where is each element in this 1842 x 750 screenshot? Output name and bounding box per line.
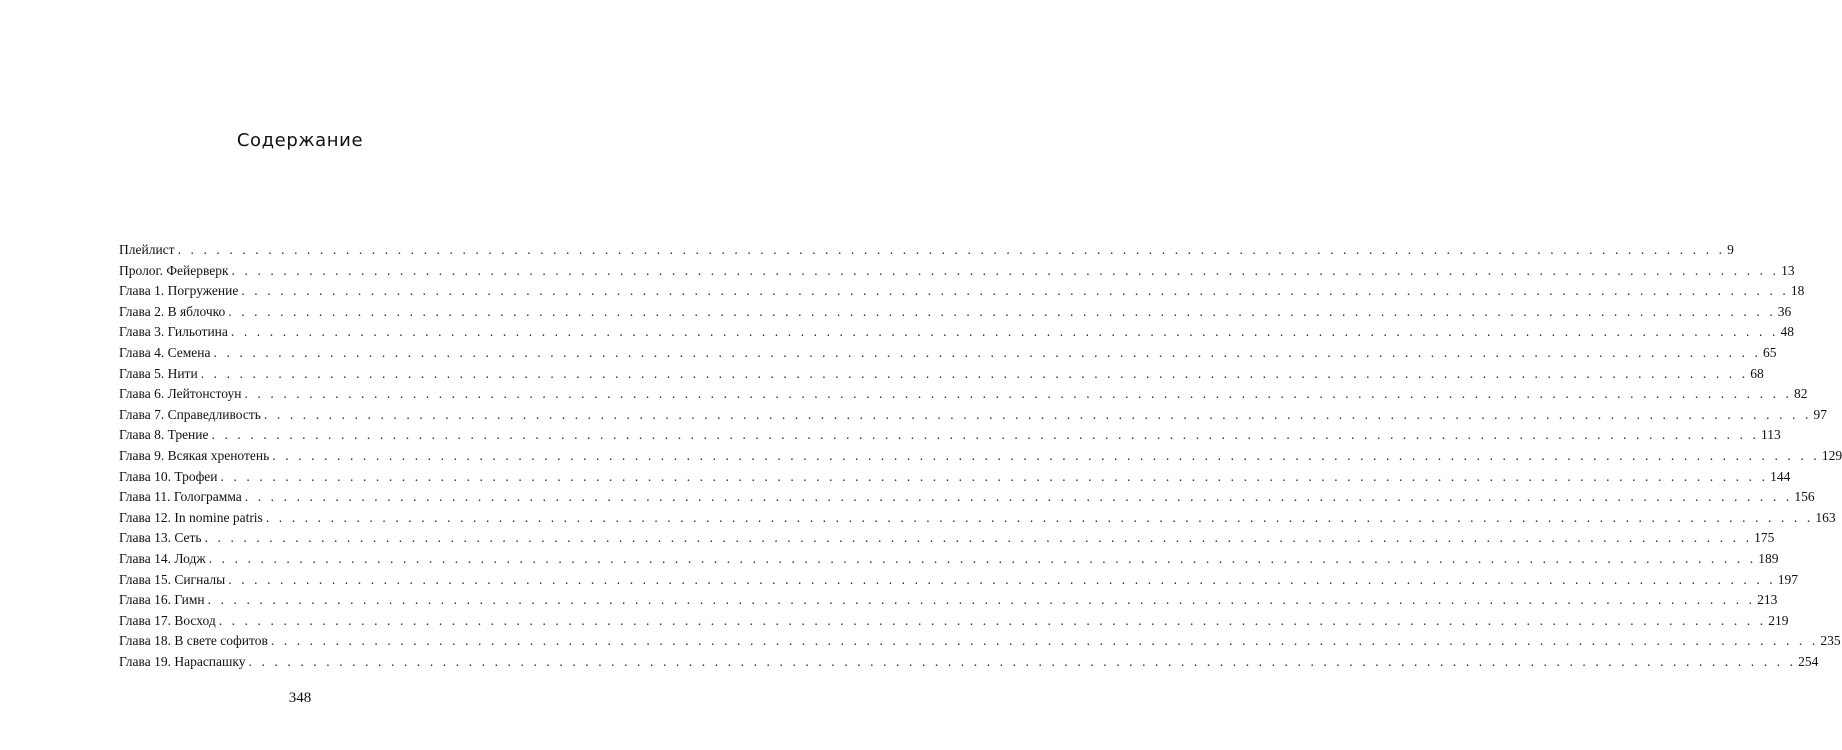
toc-entry-title: Глава 19. Нараспашку bbox=[119, 653, 246, 669]
toc-entry-title: Глава 9. Всякая хренотень bbox=[119, 447, 270, 463]
page-title: Содержание bbox=[236, 130, 364, 151]
dot-leader: . . . . . . . . . . . . . . . . . . . . . . . . . . . . . . . . . . . . . . . . . . . . . . . . . . . . . . . . . . . . . . . . . . . . . . . . . . . . . . . . . . . . . . . . . . . . . . . . . . . . . . . . . . . . . . . . . . . . . . . . bbox=[213, 344, 1762, 360]
toc-entry-page: 189 bbox=[1758, 550, 1779, 566]
toc-entry-title: Глава 17. Восход bbox=[119, 612, 216, 628]
toc-entry bbox=[119, 467, 1791, 488]
toc-entry-page: 254 bbox=[1798, 653, 1819, 669]
dot-leader: . . . . . . . . . . . . . . . . . . . . . . . . . . . . . . . . . . . . . . . . . . . . . . . . . . . . . . . . . . . . . . . . . . . . . . . . . . . . . . . . . . . . . . . . . . . . . . . . . . . . . . . . . . . . . . . . . . . . . . . . bbox=[204, 530, 1753, 546]
dot-leader: . . . . . . . . . . . . . . . . . . . . . . . . . . . . . . . . . . . . . . . . . . . . . . . . . . . . . . . . . . . . . . . . . . . . . . . . . . . . . . . . . . . . . . . . . . . . . . . . . . . . . . . . . . . . . . . . . . . . . . . . bbox=[177, 242, 1726, 257]
dot-leader: . . . . . . . . . . . . . . . . . . . . . . . . . . . . . . . . . . . . . . . . . . . . . . . . . . . . . . . . . . . . . . . . . . . . . . . . . . . . . . . . . . . . . . . . . . . . . . . . . . . . . . . . . . . . . . . . . . . . . . . . bbox=[207, 592, 1756, 608]
dot-leader: . . . . . . . . . . . . . . . . . . . . . . . . . . . . . . . . . . . . . . . . . . . . . . . . . . . . . . . . . . . . . . . . . . . . . . . . . . . . . . . . . . . . . . . . . . . . . . . . . . . . . . . . . . . . . . . . . . . . . . . . bbox=[200, 365, 1749, 381]
dot-leader: . . . . . . . . . . . . . . . . . . . . . . . . . . . . . . . . . . . . . . . . . . . . . . . . . . . . . . . . . . . . . . . . . . . . . . . . . . . . . . . . . . . . . . . . . . . . . . . . . . . . . . . . . . . . . . . . . . . . . . . . bbox=[220, 468, 1769, 484]
toc-entry-page: 36 bbox=[1777, 303, 1792, 319]
toc-entry bbox=[119, 322, 1794, 343]
toc-entry bbox=[119, 343, 1777, 364]
dot-leader: . . . . . . . . . . . . . . . . . . . . . . . . . . . . . . . . . . . . . . . . . . . . . . . . . . . . . . . . . . . . . . . . . . . . . . . . . . . . . . . . . . . . . . . . . . . . . . . . . . . . . . . . . . . . . . . . . . . . . . . . bbox=[218, 612, 1767, 628]
toc-entry-title: Глава 16. Гимн bbox=[119, 592, 205, 608]
toc-entry-title: Глава 5. Нити bbox=[119, 365, 198, 381]
toc-entry bbox=[119, 508, 1836, 529]
dot-leader: . . . . . . . . . . . . . . . . . . . . . . . . . . . . . . . . . . . . . . . . . . . . . . . . . . . . . . . . . . . . . . . . . . . . . . . . . . . . . . . . . . . . . . . . . . . . . . . . . . . . . . . . . . . . . . . . . . . . . . . . bbox=[241, 283, 1789, 299]
toc-entry-page: 48 bbox=[1780, 324, 1794, 340]
toc-entry-page: 68 bbox=[1750, 365, 1764, 381]
toc-entry-page: 144 bbox=[1770, 468, 1791, 484]
toc-entry-title: Глава 8. Трение bbox=[119, 427, 209, 443]
toc-entry-page: 197 bbox=[1777, 571, 1799, 587]
toc-entry-title: Глава 12. In nomine patris bbox=[119, 509, 263, 525]
dot-leader: . . . . . . . . . . . . . . . . . . . . . . . . . . . . . . . . . . . . . . . . . . . . . . . . . . . . . . . . . . . . . . . . . . . . . . . . . . . . . . . . . . . . . . . . . . . . . . . . . . . . . . . . . . . . . . . . . . . . . . . . bbox=[211, 427, 1760, 443]
toc-entry bbox=[119, 261, 1795, 282]
toc-entry bbox=[119, 446, 1842, 467]
dot-leader: . . . . . . . . . . . . . . . . . . . . . . . . . . . . . . . . . . . . . . . . . . . . . . . . . . . . . . . . . . . . . . . . . . . . . . . . . . . . . . . . . . . . . . . . . . . . . . . . . . . . . . . . . . . . . . . . . . . . . . . . bbox=[228, 571, 1776, 587]
toc-entry bbox=[119, 590, 1778, 611]
toc-entry bbox=[119, 240, 1734, 261]
toc-entry bbox=[119, 364, 1764, 385]
toc-entry-page: 97 bbox=[1813, 406, 1827, 422]
toc-entry-page: 219 bbox=[1768, 612, 1789, 628]
toc-entry bbox=[119, 425, 1781, 446]
dot-leader: . . . . . . . . . . . . . . . . . . . . . . . . . . . . . . . . . . . . . . . . . . . . . . . . . . . . . . . . . . . . . . . . . . . . . . . . . . . . . . . . . . . . . . . . . . . . . . . . . . . . . . . . . . . . . . . . . . . . . . . . bbox=[265, 509, 1814, 525]
dot-leader: . . . . . . . . . . . . . . . . . . . . . . . . . . . . . . . . . . . . . . . . . . . . . . . . . . . . . . . . . . . . . . . . . . . . . . . . . . . . . . . . . . . . . . . . . . . . . . . . . . . . . . . . . . . . . . . . . . . . . . . . bbox=[230, 324, 1779, 340]
toc-entry-page: 235 bbox=[1820, 633, 1841, 649]
toc-entry-title: Глава 7. Справедливость bbox=[119, 406, 261, 422]
page-number: 348 bbox=[288, 690, 312, 706]
toc-entry-title: Пролог. Фейерверк bbox=[119, 262, 229, 278]
toc-entry-title: Глава 18. В свете софитов bbox=[119, 633, 268, 649]
toc-entry bbox=[119, 528, 1775, 549]
toc-entry bbox=[119, 631, 1841, 652]
toc-entry-page: 65 bbox=[1763, 344, 1777, 360]
toc-entry-title: Глава 4. Семена bbox=[119, 344, 211, 360]
toc-entry bbox=[119, 652, 1819, 673]
toc-entry bbox=[119, 281, 1805, 302]
dot-leader: . . . . . . . . . . . . . . . . . . . . . . . . . . . . . . . . . . . . . . . . . . . . . . . . . . . . . . . . . . . . . . . . . . . . . . . . . . . . . . . . . . . . . . . . . . . . . . . . . . . . . . . . . . . . . . . . . . . . . . . . bbox=[244, 386, 1793, 402]
toc-entry bbox=[119, 611, 1789, 632]
dot-leader: . . . . . . . . . . . . . . . . . . . . . . . . . . . . . . . . . . . . . . . . . . . . . . . . . . . . . . . . . . . . . . . . . . . . . . . . . . . . . . . . . . . . . . . . . . . . . . . . . . . . . . . . . . . . . . . . . . . . . . . . bbox=[208, 550, 1757, 566]
toc-entry-page: 129 bbox=[1821, 447, 1842, 463]
toc-entry bbox=[119, 549, 1779, 570]
dot-leader: . . . . . . . . . . . . . . . . . . . . . . . . . . . . . . . . . . . . . . . . . . . . . . . . . . . . . . . . . . . . . . . . . . . . . . . . . . . . . . . . . . . . . . . . . . . . . . . . . . . . . . . . . . . . . . . . . . . . . . . . bbox=[263, 406, 1812, 422]
dot-leader: . . . . . . . . . . . . . . . . . . . . . . . . . . . . . . . . . . . . . . . . . . . . . . . . . . . . . . . . . . . . . . . . . . . . . . . . . . . . . . . . . . . . . . . . . . . . . . . . . . . . . . . . . . . . . . . . . . . . . . . . bbox=[231, 262, 1780, 278]
toc-entry bbox=[119, 487, 1815, 508]
toc-entry bbox=[119, 570, 1799, 591]
table-of-contents bbox=[119, 240, 1842, 672]
toc-entry-page: 156 bbox=[1794, 489, 1815, 505]
toc-entry-title: Глава 13. Сеть bbox=[119, 530, 202, 546]
toc-entry bbox=[119, 302, 1792, 323]
toc-entry-title: Глава 14. Лодж bbox=[119, 550, 206, 566]
toc-entry-page: 18 bbox=[1790, 283, 1805, 299]
dot-leader: . . . . . . . . . . . . . . . . . . . . . . . . . . . . . . . . . . . . . . . . . . . . . . . . . . . . . . . . . . . . . . . . . . . . . . . . . . . . . . . . . . . . . . . . . . . . . . . . . . . . . . . . . . . . . . . . . . . . . . . . bbox=[248, 653, 1797, 669]
dot-leader: . . . . . . . . . . . . . . . . . . . . . . . . . . . . . . . . . . . . . . . . . . . . . . . . . . . . . . . . . . . . . . . . . . . . . . . . . . . . . . . . . . . . . . . . . . . . . . . . . . . . . . . . . . . . . . . . . . . . . . . . bbox=[272, 447, 1820, 463]
toc-entry-title: Глава 3. Гильотина bbox=[119, 324, 228, 340]
toc-entry-page: 163 bbox=[1815, 509, 1836, 525]
toc-entry-page: 9 bbox=[1727, 242, 1734, 257]
toc-entry-page: 213 bbox=[1757, 592, 1778, 608]
toc-entry-page: 13 bbox=[1781, 262, 1795, 278]
toc-entry-title: Глава 15. Сигналы bbox=[119, 571, 226, 587]
toc-entry bbox=[119, 405, 1827, 426]
toc-entry-page: 113 bbox=[1761, 427, 1781, 443]
toc-entry-title: Глава 10. Трофеи bbox=[119, 468, 218, 484]
toc-entry-title: Плейлист bbox=[119, 242, 175, 257]
toc-entry-title: Глава 11. Голограмма bbox=[119, 489, 242, 505]
toc-entry-page: 175 bbox=[1754, 530, 1775, 546]
dot-leader: . . . . . . . . . . . . . . . . . . . . . . . . . . . . . . . . . . . . . . . . . . . . . . . . . . . . . . . . . . . . . . . . . . . . . . . . . . . . . . . . . . . . . . . . . . . . . . . . . . . . . . . . . . . . . . . . . . . . . . . . bbox=[270, 633, 1819, 649]
toc-entry-title: Глава 1. Погружение bbox=[119, 283, 239, 299]
toc-entry-page: 82 bbox=[1794, 386, 1808, 402]
toc-entry-title: Глава 2. В яблочко bbox=[119, 303, 226, 319]
toc-entry-title: Глава 6. Лейтонстоун bbox=[119, 386, 242, 402]
dot-leader: . . . . . . . . . . . . . . . . . . . . . . . . . . . . . . . . . . . . . . . . . . . . . . . . . . . . . . . . . . . . . . . . . . . . . . . . . . . . . . . . . . . . . . . . . . . . . . . . . . . . . . . . . . . . . . . . . . . . . . . . bbox=[244, 489, 1793, 505]
dot-leader: . . . . . . . . . . . . . . . . . . . . . . . . . . . . . . . . . . . . . . . . . . . . . . . . . . . . . . . . . . . . . . . . . . . . . . . . . . . . . . . . . . . . . . . . . . . . . . . . . . . . . . . . . . . . . . . . . . . . . . . . bbox=[228, 303, 1776, 319]
toc-entry bbox=[119, 384, 1808, 405]
